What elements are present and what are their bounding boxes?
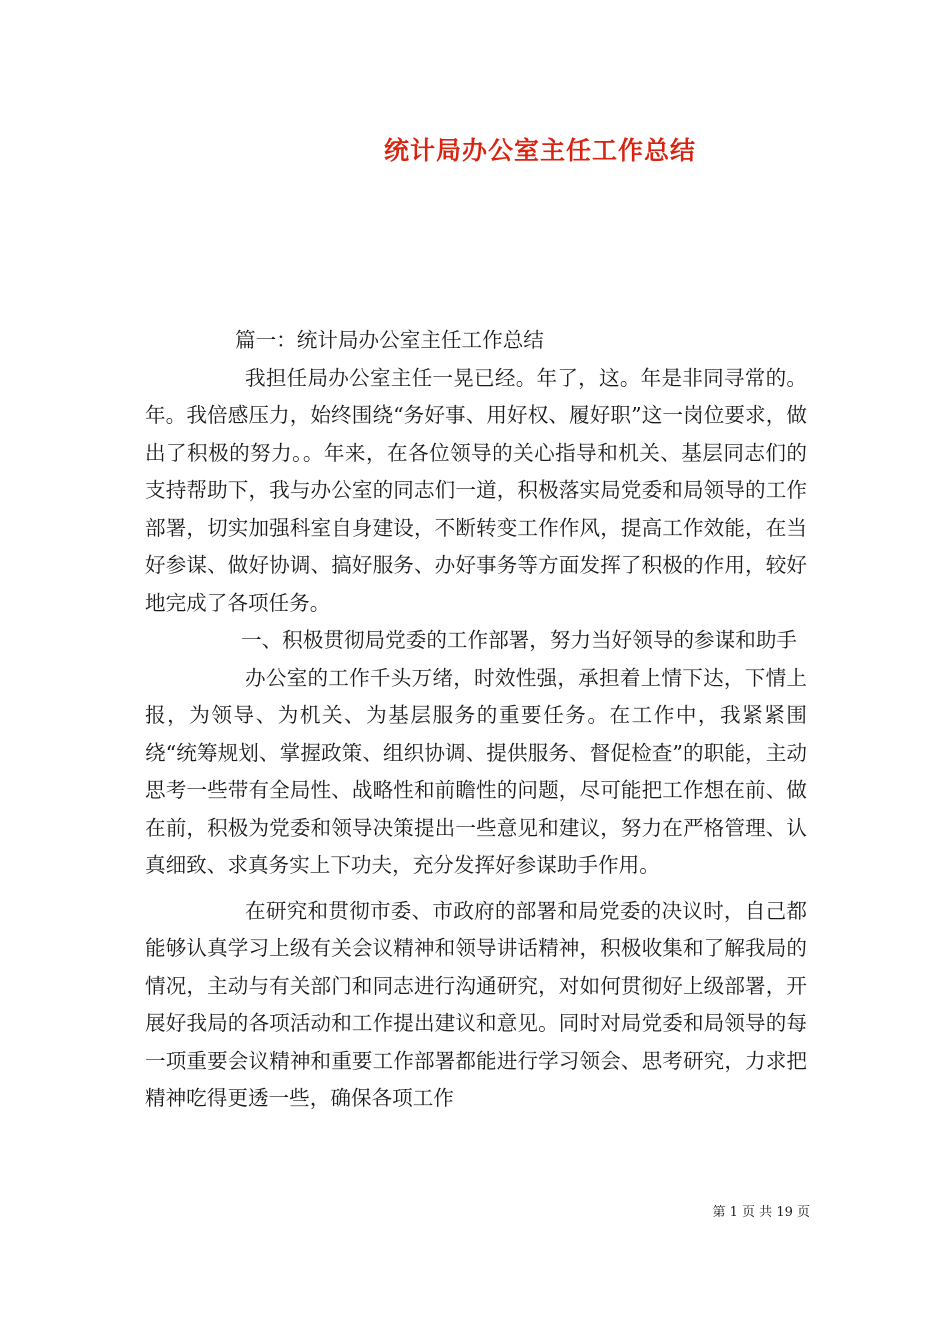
section-heading: 篇一：统计局办公室主任工作总结 [235, 328, 544, 352]
paragraph-subheading-1: 一、积极贯彻局党委的工作部署，努力当好领导的参谋和助手 [241, 628, 798, 652]
document-title: 统计局办公室主任工作总结 [383, 136, 696, 165]
paragraph-gap [145, 885, 807, 893]
paragraph-intro: 我担任局办公室主任一晃已经。年了，这。年是非同寻常的。年。我倍感压力，始终围绕“务好事、用好权、履好职”这一岗位要求，做出了积极的努力。。年来，在各位领导的关心指导和机关、基层同志们的支持帮助下，我与办公室的同志们一道，积极落实局党委和局领导的工作部署，切实加强科室自身建设，不断转变工作作风，提高工作效能，在当好参谋、做好协调、搞好服务、办好事务等方面发挥了积极的作用，较好地完成了各项任务。 [145, 365, 807, 615]
paragraph-research: 在研究和贯彻市委、市政府的部署和局党委的决议时，自己都能够认真学习上级有关会议精神和领导讲话精神，积极收集和了解我局的情况，主动与有关部门和同志进行沟通研究，对如何贯彻好上级部署，开展好我局的各项活动和工作提出建议和意见。同时对局党委和局领导的每一项重要会议精神和重要工作部署都能进行学习领会、思考研究，力求把精神吃得更透一些，确保各项工作 [145, 898, 807, 1110]
page-number-footer: 第 1 页 共 19 页 [712, 1205, 810, 1220]
paragraph-office-work: 办公室的工作千头万绪，时效性强，承担着上情下达，下情上报，为领导、为机关、为基层服务的重要任务。在工作中，我紧紧围绕“统筹规划、掌握政策、组织协调、提供服务、督促检查”的职能，主动思考一些带有全局性、战略性和前瞻性的问题，尽可能把工作想在前、做在前，积极为党委和领导决策提出一些意见和建议，努力在严格管理、认真细致、求真务实上下功夫，充分发挥好参谋助手作用。 [145, 665, 807, 877]
document-body [145, 322, 807, 1118]
